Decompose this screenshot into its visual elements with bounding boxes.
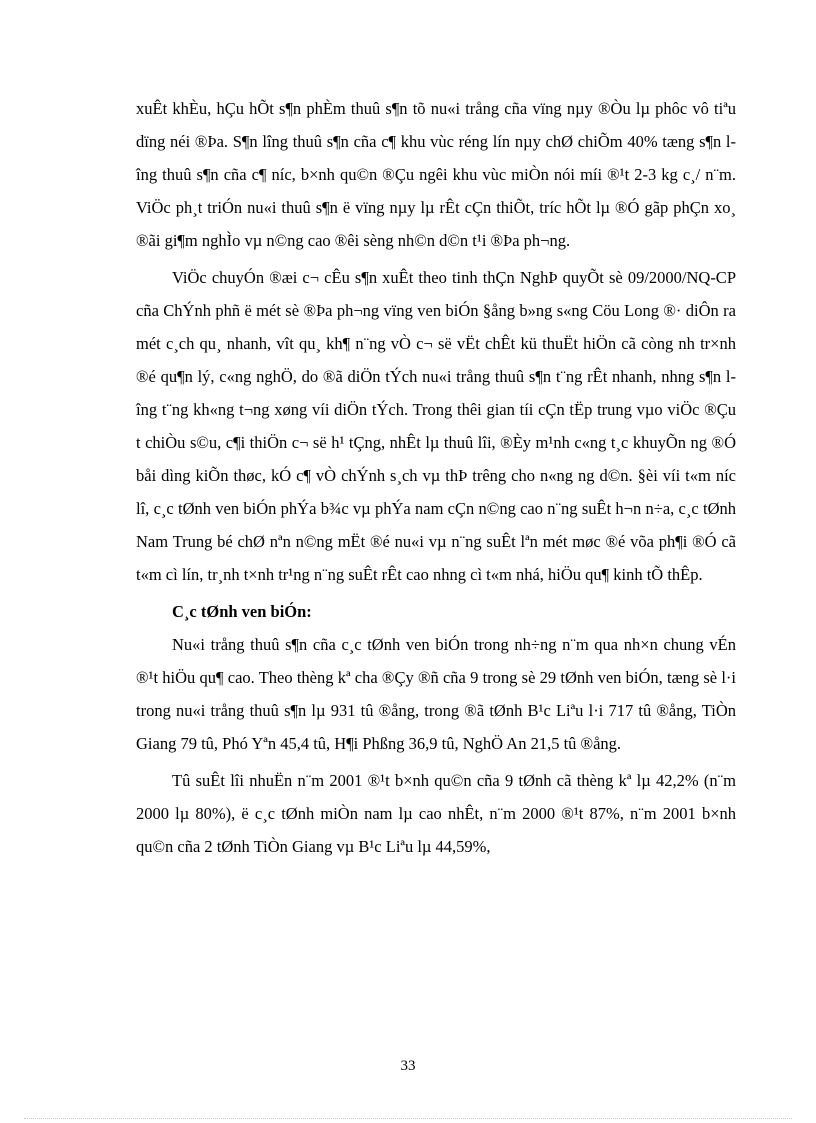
page-bottom-divider [24,1118,792,1119]
paragraph-3: Nu«i trång thuû s¶n cña c¸c tØnh ven biÓn trong nh÷ng n¨m qua nh×n chung vÉn ®¹t hiÖu qu¶ cao. Theo thèng kª cha ®Çy ®ñ cña 9 trong sè 29 tØnh ven biÓn, tæng sè l·i trong nu«i trång thuû s¶n lµ 931 tû ®ång, trong ®ã tØnh B¹c Liªu l·i 717 tû ®ång, TiÒn Giang 79 tû, Phó Yªn 45,4 tû, H¶i Phßng 36,9 tû, NghÖ An 21,5 tû ®ång. [136,635,736,753]
document-body [136,92,736,863]
paragraph-1: xuÊt khÈu, hÇu hÕt s¶n phÈm thuû s¶n tõ nu«i trång cña vïng nµy ®Òu lµ phôc vô tiªu dïng néi ®Þa. S¶n lîng thuû s¶n cña c¶ khu vùc réng lín nµy chØ chiÕm 40% tæng s¶n lîng thuû s¶n cña c¶ níc, b×nh qu©n ®Çu ngêi khu vùc miÒn nói míi ®¹t 2-3 kg c¸/ n¨m. ViÖc ph¸t triÓn nu«i thuû s¶n ë vïng nµy lµ rÊt cÇn thiÕt, tríc hÕt lµ ®Ó gãp phÇn xo¸ ®ãi gi¶m nghÌo vµ n©ng cao ®êi sèng nh©n d©n t¹i ®Þa ph¬ng. [136,99,736,250]
page-number: 33 [400,1058,416,1074]
paragraph-4: Tû suÊt lîi nhuËn n¨m 2001 ®¹t b×nh qu©n cña 9 tØnh cã thèng kª lµ 42,2% (n¨m 2000 lµ 80%), ë c¸c tØnh miÒn nam lµ cao nhÊt, n¨m 2000 ®¹t 87%, n¨m 2001 b×nh qu©n cña 2 tØnh TiÒn Giang vµ B¹c Liªu lµ 44,59%, [136,771,736,856]
section-heading: C¸c tØnh ven biÓn: [172,602,312,621]
paragraph-2: ViÖc chuyÓn ®æi c¬ cÊu s¶n xuÊt theo tinh thÇn NghÞ quyÕt sè 09/2000/NQ-CP cña ChÝnh phñ ë mét sè ®Þa ph¬ng vïng ven biÓn §ång b»ng s«ng Cöu Long ®· diÔn ra mét c¸ch qu¸ nhanh, vît qu¸ kh¶ n¨ng vÒ c¬ së vËt chÊt kü thuËt hiÖn cã còng nh tr×nh ®é qu¶n lý, c«ng nghÖ, do ®ã diÖn tÝch nu«i trång thuû s¶n t¨ng rÊt nhanh, nhng s¶n lîng t¨ng kh«ng t¬ng xøng víi diÖn tÝch. Trong thêi gian tíi cÇn tËp trung vµo viÖc ®Çu t chiÒu s©u, c¶i thiÖn c¬ së h¹ tÇng, nhÊt lµ thuû lîi, ®Èy m¹nh c«ng t¸c khuyÕn ng ®Ó båi dìng kiÕn thøc, kÓ c¶ vÒ chÝnh s¸ch vµ thÞ trêng cho n«ng ng d©n. §èi víi t«m níc lî, c¸c tØnh ven biÓn phÝa b¾c vµ phÝa nam cÇn n©ng cao n¨ng suÊt h¬n n÷a, c¸c tØnh Nam Trung bé chØ nªn n©ng mËt ®é nu«i vµ n¨ng suÊt lªn mét møc ®é võa ph¶i ®Ó cã t«m cì lín, tr¸nh t×nh tr¹ng n¨ng suÊt rÊt cao nhng cì t«m nhá, hiÖu qu¶ kinh tÕ thÊp. [136,268,736,584]
